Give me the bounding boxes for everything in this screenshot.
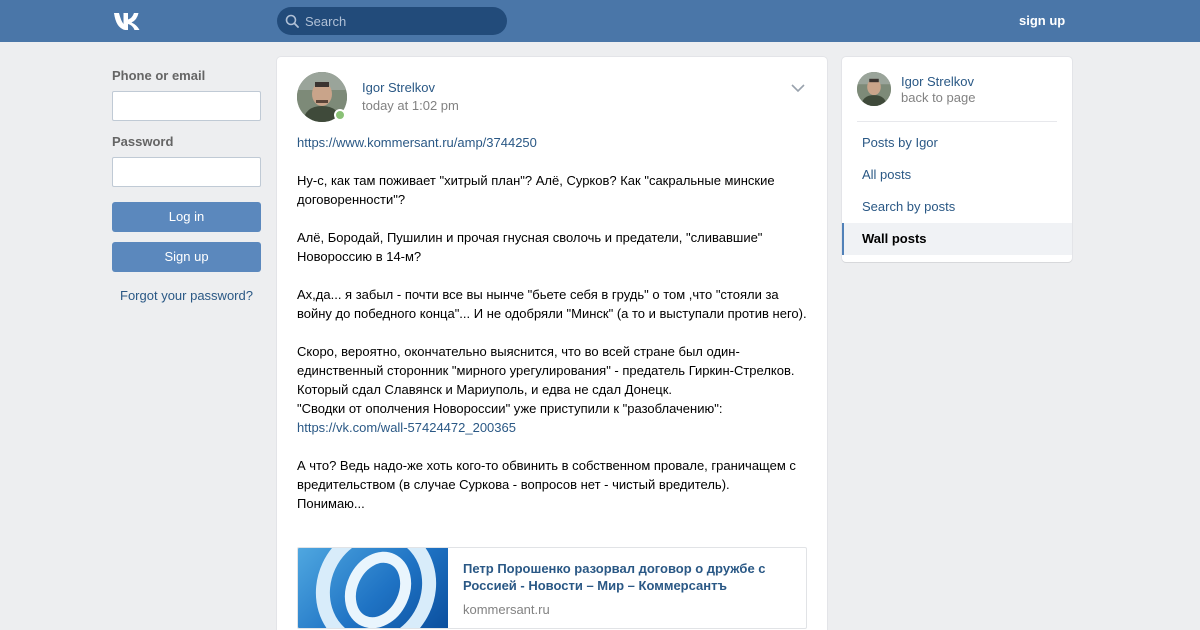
preview-image <box>298 548 448 629</box>
preview-title[interactable]: Петр Порошенко разорвал договор о дружбе с Россией - Новости – Мир – Коммерсантъ <box>463 561 766 593</box>
paragraph-gap <box>297 152 812 171</box>
phone-field[interactable] <box>112 91 261 121</box>
paragraph-gap <box>297 323 812 342</box>
post-time[interactable]: today at 1:02 pm <box>362 98 459 113</box>
sidebar-item-search-by-posts[interactable]: Search by posts <box>862 199 956 214</box>
password-field[interactable] <box>112 157 261 187</box>
post-link[interactable]: https://www.kommersant.ru/amp/3744250 <box>297 135 537 150</box>
wall-post <box>277 57 827 630</box>
sidebar-item-wall-posts[interactable]: Wall posts <box>842 223 1072 255</box>
forgot-password-link[interactable]: Forgot your password? <box>120 288 253 303</box>
top-navbar <box>0 0 1200 42</box>
paragraph-gap <box>297 437 812 456</box>
post-text <box>297 133 812 513</box>
paragraph-gap <box>297 266 812 285</box>
post-paragraph: Понимаю... <box>297 496 365 511</box>
back-to-page-link[interactable]: back to page <box>901 90 976 105</box>
signup-link[interactable]: sign up <box>1019 13 1066 28</box>
paragraph-gap <box>297 209 812 228</box>
right-sidebar <box>842 57 1072 262</box>
preview-domain: kommersant.ru <box>463 602 550 617</box>
post-paragraph: Алё, Бородай, Пушилин и прочая гнусная сволочь и предатели, "сливавшие" Новороссию в 14-м? <box>297 230 763 264</box>
post-paragraph: Скоро, вероятно, окончательно выяснится, что во всей стране был один-единственный сторонник "мирного урегулирования" - предатель Гиркин-Стрелков. Который сдал Славянск и Мариуполь, и едва не сдал Донецк. <box>297 344 795 397</box>
chevron-down-icon[interactable] <box>791 83 805 93</box>
phone-label: Phone or email <box>112 68 206 83</box>
sidebar-name[interactable]: Igor Strelkov <box>901 74 974 89</box>
password-label: Password <box>112 134 174 149</box>
post-paragraph: Ну-с, как там поживает "хитрый план"? Алё, Сурков? Как "сакральные минские договоренности"? <box>297 173 775 207</box>
sidebar-item-all-posts[interactable]: All posts <box>862 167 912 182</box>
online-status-icon <box>334 109 346 121</box>
search-placeholder: Search <box>305 14 347 29</box>
post-author[interactable]: Igor Strelkov <box>362 80 435 95</box>
sidebar-avatar[interactable] <box>857 72 891 106</box>
vk-logo-icon[interactable] <box>112 10 146 32</box>
post-paragraph: Ах,да... я забыл - почти все вы нынче "бьете себя в грудь" о том ,что "стояли за войну до победного конца"... И не одобряли "Минск" (а то и выступали против него). <box>297 287 807 321</box>
post-paragraph: А что? Ведь надо-же хоть кого-то обвинить в собственном провале, граничащем с вредительством (в случае Суркова - вопросов нет - чистый вредитель). <box>297 458 796 492</box>
divider <box>857 121 1057 122</box>
signup-button[interactable]: Sign up <box>112 242 261 272</box>
post-link[interactable]: https://vk.com/wall-57424472_200365 <box>297 420 516 435</box>
login-button[interactable]: Log in <box>112 202 261 232</box>
search-input[interactable] <box>277 7 507 35</box>
post-paragraph: "Сводки от ополчения Новороссии" уже приступили к "разоблачению": <box>297 401 723 416</box>
link-preview[interactable] <box>297 547 807 629</box>
sidebar-item-posts-by-igor[interactable]: Posts by Igor <box>862 135 938 150</box>
search-icon <box>285 14 299 28</box>
